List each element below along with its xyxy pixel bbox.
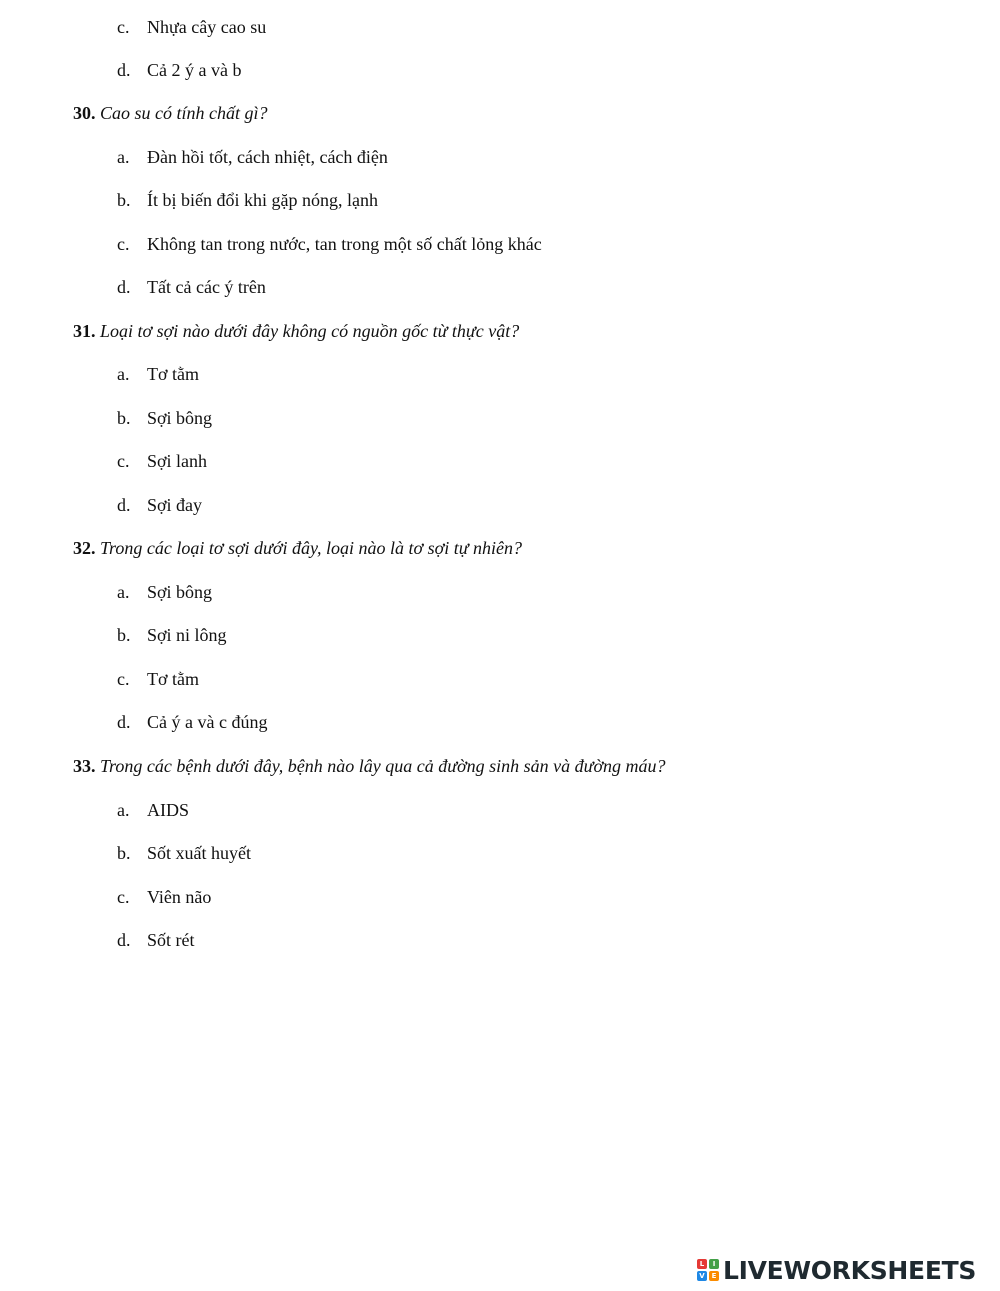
option-letter: d. xyxy=(117,712,131,732)
question-number: 33. xyxy=(73,756,96,776)
question-33 xyxy=(73,755,666,777)
option-letter: a. xyxy=(117,147,130,167)
option-text: Nhựa cây cao su xyxy=(147,17,267,37)
option-letter: d. xyxy=(117,60,131,80)
option-letter: c. xyxy=(117,669,130,689)
question-text: Loại tơ sợi nào dưới đây không có nguồn gốc từ thực vật? xyxy=(100,321,520,341)
option-text: Viên não xyxy=(147,887,212,907)
question-text: Cao su có tính chất gì? xyxy=(100,103,268,123)
option-text: Sốt xuất huyết xyxy=(147,843,251,863)
liveworksheets-logo[interactable] xyxy=(697,1254,976,1286)
option-text: Không tan trong nước, tan trong một số chất lỏng khác xyxy=(147,234,542,254)
option-letter: b. xyxy=(117,625,131,645)
option-text: Sợi bông xyxy=(147,408,213,428)
option-letter: d. xyxy=(117,495,131,515)
option-text: Sợi đay xyxy=(147,495,203,515)
question-text: Trong các loại tơ sợi dưới đây, loại nào là tơ sợi tự nhiên? xyxy=(100,538,523,558)
option-letter: d. xyxy=(117,277,131,297)
option-text: Cả ý a và c đúng xyxy=(147,712,268,732)
option-letter: c. xyxy=(117,234,130,254)
logo-tile-v: V xyxy=(697,1271,707,1281)
option-text: Tất cả các ý trên xyxy=(147,277,266,297)
option-letter: d. xyxy=(117,930,131,950)
option-letter: b. xyxy=(117,190,131,210)
liveworksheets-logo-icon xyxy=(697,1259,719,1281)
option-text: Ít bị biến đổi khi gặp nóng, lạnh xyxy=(147,190,378,210)
question-31 xyxy=(73,320,519,342)
option-text: Sợi lanh xyxy=(147,451,208,471)
question-number: 32. xyxy=(73,538,96,558)
option-letter: c. xyxy=(117,451,130,471)
question-32 xyxy=(73,537,522,559)
option-letter: b. xyxy=(117,408,131,428)
option-text: Tơ tằm xyxy=(147,669,200,689)
question-30 xyxy=(73,102,268,124)
question-text: Trong các bệnh dưới đây, bệnh nào lây qua cả đường sinh sản và đường máu? xyxy=(100,756,666,776)
option-letter: a. xyxy=(117,364,130,384)
logo-tile-l: L xyxy=(697,1259,707,1269)
option-text: Tơ tằm xyxy=(147,364,200,384)
logo-tile-e: E xyxy=(709,1271,719,1281)
logo-tile-i: I xyxy=(709,1259,719,1269)
option-letter: a. xyxy=(117,582,130,602)
option-text: AIDS xyxy=(147,800,190,820)
option-letter: c. xyxy=(117,17,130,37)
option-text: Sợi ni lông xyxy=(147,625,227,645)
option-text: Sợi bông xyxy=(147,582,213,602)
option-letter: c. xyxy=(117,887,130,907)
option-letter: b. xyxy=(117,843,131,863)
option-text: Đàn hồi tốt, cách nhiệt, cách điện xyxy=(147,147,388,167)
question-number: 30. xyxy=(73,103,96,123)
question-number: 31. xyxy=(73,321,96,341)
option-letter: a. xyxy=(117,800,130,820)
option-text: Cả 2 ý a và b xyxy=(147,60,242,80)
option-text: Sốt rét xyxy=(147,930,195,950)
logo-text: LIVEWORKSHEETS xyxy=(723,1255,977,1285)
